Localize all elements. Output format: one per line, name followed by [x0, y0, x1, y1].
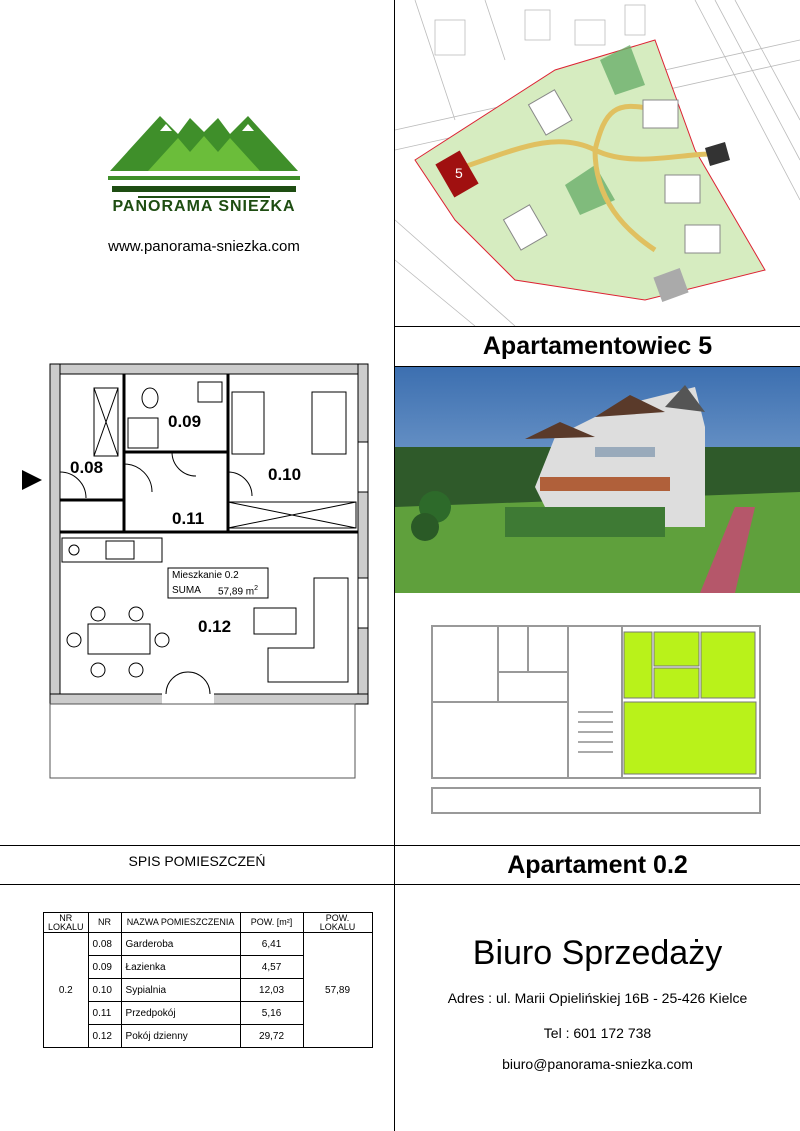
- unit-nr-cell: 0.2: [44, 933, 89, 1048]
- room-name-cell: Łazienka: [121, 956, 240, 979]
- sales-title: Biuro Sprzedaży: [472, 934, 723, 972]
- site-plan: [395, 0, 800, 326]
- room-nr-cell: 0.10: [88, 979, 121, 1002]
- divider: [0, 845, 800, 846]
- room-table: [43, 912, 373, 1048]
- header-unit-nr: NR LOKALU: [44, 913, 89, 933]
- building-rendering: [395, 367, 800, 593]
- header-name: NAZWA POMIESZCZENIA: [121, 913, 240, 933]
- divider: [0, 884, 800, 885]
- room-area-cell: 29,72: [240, 1025, 303, 1048]
- room-nr-cell: 0.12: [88, 1025, 121, 1048]
- sales-address: Adres : ul. Marii Opielińskiej 16B - 25-426 Kielce: [447, 990, 748, 1006]
- sum-value: 57,89 $m^2$: [218, 585, 259, 598]
- room-nr-cell: 0.11: [88, 1002, 121, 1025]
- room-area-cell: 5,16: [240, 1002, 303, 1025]
- room-name-cell: Pokój dzienny: [121, 1025, 240, 1048]
- room-name-cell: Sypialnia: [121, 979, 240, 1002]
- floor-plan: [22, 352, 374, 782]
- table-header-row: [44, 913, 373, 933]
- room-area-cell: 6,41: [240, 933, 303, 956]
- table-row: [44, 933, 373, 956]
- key-plan: [428, 622, 764, 817]
- apartment-title: Apartament 0.2: [507, 851, 688, 879]
- room-list-heading: SPIS POMIESZCZEŃ: [128, 853, 266, 869]
- room-label-0-10: 0.10: [268, 465, 302, 484]
- room-name-cell: Przedpokój: [121, 1002, 240, 1025]
- room-label-0-09: 0.09: [168, 412, 202, 431]
- sales-email[interactable]: biuro@panorama-sniezka.com: [502, 1056, 693, 1072]
- room-nr-cell: 0.08: [88, 933, 121, 956]
- room-area-cell: 12,03: [240, 979, 303, 1002]
- room-label-0-08: 0.08: [70, 458, 104, 477]
- logo-name: PANORAMA SNIEZKA: [112, 198, 296, 215]
- header-unit-area: POW. LOKALU: [303, 913, 372, 933]
- unit-area-cell: 57,89: [303, 933, 372, 1048]
- unit-label: Mieszkanie 0.2: [172, 570, 239, 581]
- logo: [98, 66, 310, 262]
- room-name-cell: Garderoba: [121, 933, 240, 956]
- room-area-cell: 4,57: [240, 956, 303, 979]
- room-label-0-11: 0.11: [172, 509, 205, 528]
- sum-label: SUMA: [172, 585, 201, 596]
- building-title: Apartamentowiec 5: [482, 332, 713, 360]
- header-area: POW. [m²]: [240, 913, 303, 933]
- room-label-0-12: 0.12: [198, 617, 232, 636]
- room-nr-cell: 0.09: [88, 956, 121, 979]
- divider: [394, 326, 800, 327]
- sales-phone: Tel : 601 172 738: [543, 1025, 652, 1041]
- header-nr: NR: [88, 913, 121, 933]
- website-url: www.panorama-sniezka.com: [108, 238, 300, 255]
- building-number: 5: [455, 165, 463, 181]
